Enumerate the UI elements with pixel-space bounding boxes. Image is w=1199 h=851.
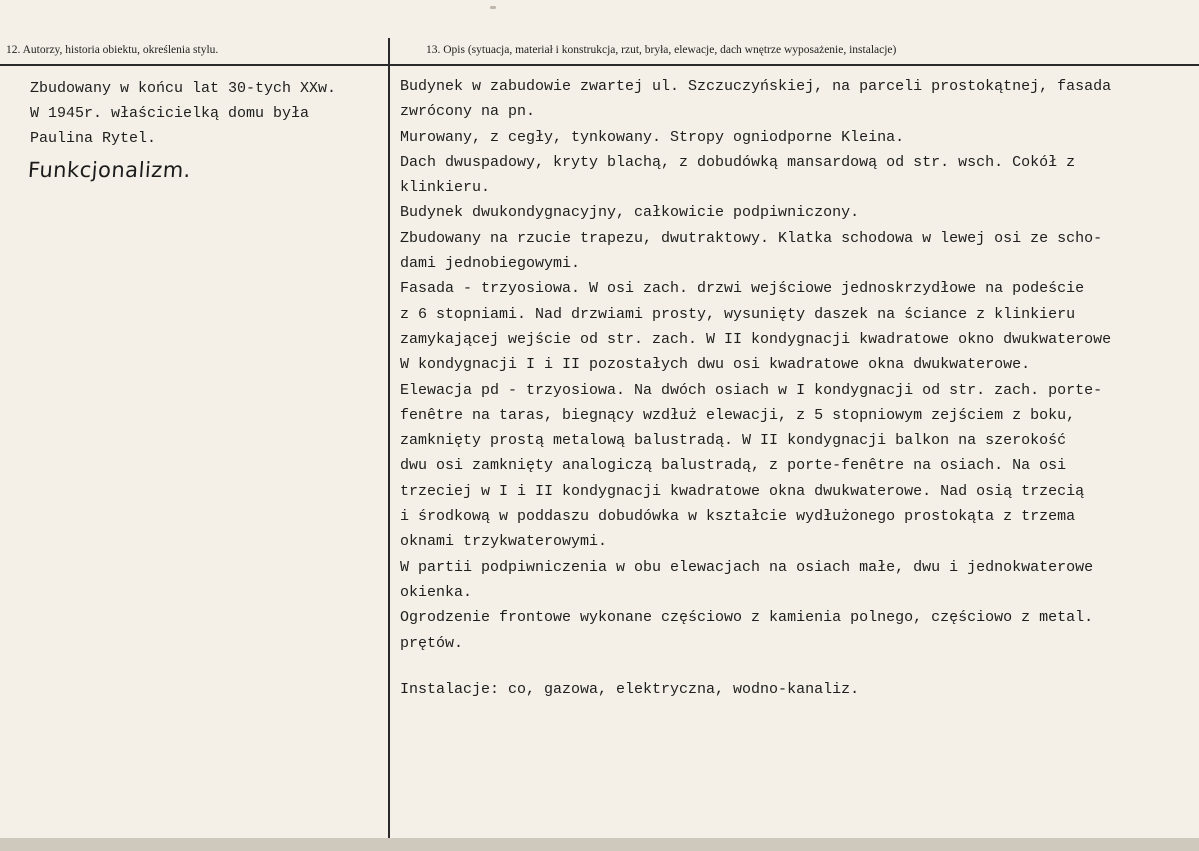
description-line: zwrócony na pn.	[400, 103, 536, 121]
description-line: Zbudowany na rzucie trapezu, dwutraktowy. Klatka schodowa w lewej osi ze scho-	[400, 229, 1103, 247]
description-line: W partii podpiwniczenia w obu elewacjach na osiach małe, dwu i jednokwaterowe	[400, 558, 1094, 576]
left-line: Paulina Rytel.	[30, 130, 157, 147]
description-line: zamykającej wejście od str. zach. W II kondygnacji kwadratowe okno dwukwaterowe	[400, 330, 1112, 348]
description-line: okienka.	[400, 583, 473, 601]
description-line: dwu osi zamknięty analogiczą balustradą, z porte-fenêtre na osiach. Na osi	[400, 457, 1067, 475]
header-rule	[0, 64, 1199, 66]
description-line: Dach dwuspadowy, kryty blachą, z dobudówką mansardową od str. wsch. Cokół z	[400, 153, 1076, 171]
description-line: Fasada - trzyosiowa. W osi zach. drzwi wejściowe jednoskrzydłowe na podeście	[400, 280, 1085, 298]
description-line: z 6 stopniami. Nad drzwiami prosty, wysunięty daszek na ściance z klinkieru	[400, 305, 1076, 323]
section-13-heading: 13. Opis (sytuacja, materiał i konstrukcja, rzut, bryła, elewacje, dach wnętrze wyposażenie, instalacje)	[426, 44, 897, 56]
description-line: W kondygnacji I i II pozostałych dwu osi kwadratowe okna dwukwaterowe.	[400, 356, 1031, 374]
description-line: i środkową w poddaszu dobudówka w kształcie wydłużonego prostokąta z trzema	[400, 508, 1076, 526]
description-line: zamknięty prostą metalową balustradą. W II kondygnacji balkon na szerokość	[400, 432, 1067, 450]
section-12-heading: 12. Autorzy, historia obiektu, określenia stylu.	[6, 44, 219, 56]
handwritten-style-note: Funkcjonalizm.	[27, 158, 192, 182]
paragraph-gap	[400, 656, 1199, 677]
description-line: Elewacja pd - trzyosiowa. Na dwóch osiach w I kondygnacji od str. zach. porte-	[400, 381, 1103, 399]
scan-bottom-edge	[0, 838, 1199, 851]
paper-mark	[490, 6, 496, 9]
description-line: klinkieru.	[400, 179, 491, 197]
description-line: Budynek w zabudowie zwartej ul. Szczuczyńskiej, na parceli prostokątnej, fasada	[400, 78, 1112, 95]
description-line: trzeciej w I i II kondygnacji kwadratowe okna dwukwaterowe. Nad osią trzecią	[400, 482, 1085, 500]
description-line: oknami trzykwaterowymi.	[400, 533, 608, 551]
description-line: fenêtre na taras, biegnący wzdłuż elewacji, z 5 stopniowym zejściem z boku,	[400, 406, 1076, 424]
description-text	[400, 74, 1199, 702]
authors-history-style-text	[30, 76, 336, 151]
column-divider	[388, 38, 390, 851]
description-line: Budynek dwukondygnacyjny, całkowicie podpiwniczony.	[400, 204, 860, 222]
description-line: dami jednobiegowymi.	[400, 255, 581, 273]
left-line: Zbudowany w końcu lat 30-tych XXw.	[30, 80, 337, 97]
description-line: prętów.	[400, 634, 464, 652]
description-line: Ogrodzenie frontowe wykonane częściowo z kamienia polnego, częściowo z metal.	[400, 609, 1094, 627]
description-line: Murowany, z cegły, tynkowany. Stropy ogniodporne Kleina.	[400, 128, 905, 146]
left-line: W 1945r. właścicielką domu była	[30, 105, 310, 122]
installations-line: Instalacje: co, gazowa, elektryczna, wodno-kanaliz.	[400, 680, 860, 698]
